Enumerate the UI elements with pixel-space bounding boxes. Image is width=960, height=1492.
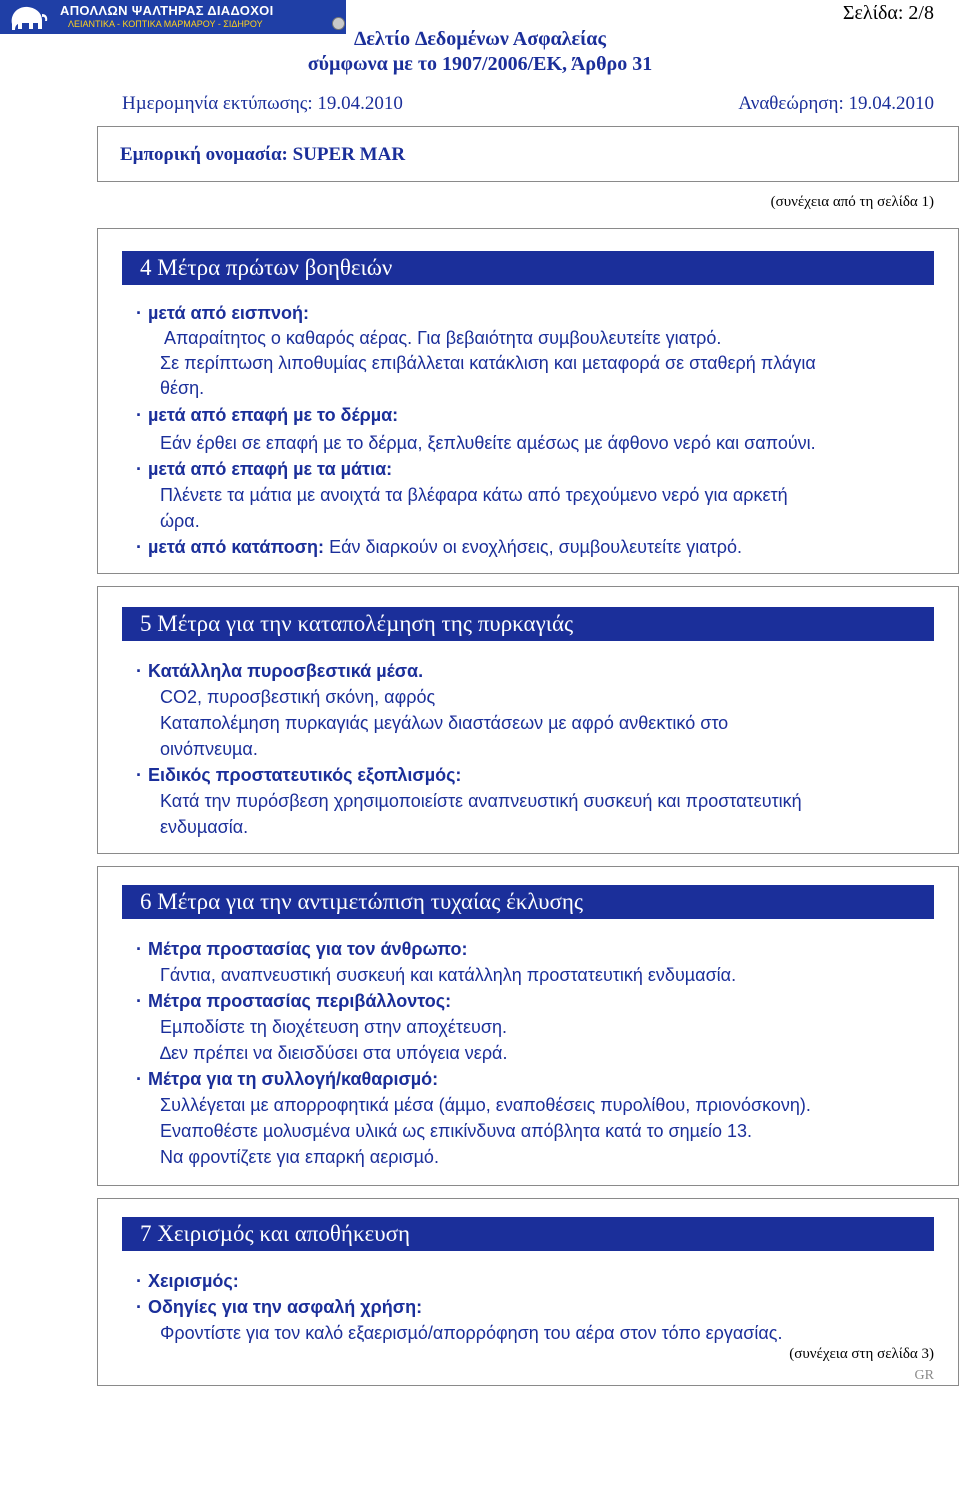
section-6 [97,866,959,1186]
bullet: · [136,939,142,959]
revision-date: Αναθεώρηση: 19.04.2010 [738,93,934,114]
equipment-row [136,765,461,786]
inhalation-row [136,303,309,324]
language-code: GR [914,1368,934,1383]
equipment-text-2: ενδυµασία. [160,817,249,837]
eyes-text-2: ώρα. [160,511,200,531]
section-6-title: 6 Μέτρα για την αντιµετώπιση τυχαίας έκλυσης [122,885,934,919]
company-tagline: ΛΕΙΑΝΤΙΚΑ - ΚΟΠΤΙΚΑ ΜΑΡΜΑΡΟΥ - ΣΙΔΗΡΟΥ [68,19,263,29]
section-5-title: 5 Μέτρα για την καταπολέµηση της πυρκαγιάς [122,607,934,641]
media-text-1: CO2, πυροσβεστική σκόνη, αφρός [160,687,436,707]
handling-label: Χειρισµός: [148,1271,239,1291]
ingestion-row [136,537,742,558]
bullet: · [136,459,142,479]
person-label: Μέτρα προστασίας για τον άνθρωπο: [148,939,468,959]
section-4 [97,228,959,574]
skin-row [136,405,398,426]
company-name: ΑΠΟΛΛΩΝ ΨΑΛΤΗΡΑΣ ΔΙΑΔΟΧΟΙ [60,3,274,18]
print-date: Ηµεροµηνία εκτύπωσης: 19.04.2010 [122,93,403,114]
environment-text-1: Εµποδίστε τη διοχέτευση στην αποχέτευση. [160,1017,507,1037]
section-4-title: 4 Μέτρα πρώτων βοηθειών [122,251,934,285]
person-text-1: Γάντια, αναπνευστική συσκευή και κατάλληλη προστατευτική ενδυµασία. [160,965,737,985]
page-number: Σελίδα: 2/8 [842,2,934,24]
cleanup-text-3: Να φροντίζετε για επαρκή αερισµό. [160,1147,439,1167]
document-title: ∆ελτίο ∆εδοµένων Ασφαλείας [354,28,606,50]
continued-from: (συνέχεια από τη σελίδα 1) [770,194,934,210]
bullet: · [136,303,142,323]
media-label: Κατάλληλα πυροσβεστικά µέσα. [148,661,424,681]
environment-text-2: ∆εν πρέπει να διεισδύσει στα υπόγεια νερά. [160,1043,508,1063]
environment-row [136,991,451,1012]
section-5 [97,586,959,854]
ingestion-label: µετά από κατάποση: [148,537,325,557]
equipment-text-1: Κατά την πυρόσβεση χρησιµοποιείστε αναπνευστική συσκευή και προστατευτική [160,791,802,811]
inhalation-text-2: Σε περίπτωση λιποθυµίας επιβάλλεται κατάκλιση και µεταφορά σε σταθερή πλάγια [160,353,816,373]
bullet: · [136,405,142,425]
section-7-title: 7 Χειρισµός και αποθήκευση [122,1217,934,1251]
eyes-label: µετά από επαφή µε τα µάτια: [148,459,393,479]
ingestion-text: Εάν διαρκούν οι ενοχλήσεις, συµβουλευτείτε γιατρό. [329,537,743,557]
equipment-label: Ειδικός προστατευτικός εξοπλισµός: [148,765,462,785]
bullet: · [136,765,142,785]
safe-use-label: Οδηγίες για την ασφαλή χρήση: [148,1297,423,1317]
skin-text-1: Εάν έρθει σε επαφή µε το δέρµα, ξεπλυθείτε αµέσως µε άφθονο νερό και σαπούνι. [160,433,816,453]
inhalation-text-1: Απαραίτητος ο καθαρός αέρας. Για βεβαιότητα συµβουλευτείτε γιατρό. [164,328,722,348]
cleanup-row [136,1069,438,1090]
safe-use-text-1: Φροντίστε για τον καλό εξαερισµό/απορρόφηση του αέρα στον τόπο εργασίας. [160,1323,783,1343]
bullet: · [136,661,142,681]
cleanup-text-2: Εναποθέστε µολυσµένα υλικά ως επικίνδυνα απόβλητα κατά το σηµείο 13. [160,1121,753,1141]
inhalation-label: µετά από εισπνοή: [148,303,309,323]
cleanup-label: Μέτρα για τη συλλογή/καθαρισµό: [148,1069,439,1089]
skin-label: µετά από επαφή µε το δέρµα: [148,405,399,425]
bullet: · [136,991,142,1011]
media-row [136,661,423,682]
bullet: · [136,1069,142,1089]
eyes-row [136,459,392,480]
handling-row [136,1271,239,1292]
trade-name: Εµπορική ονοµασία: SUPER MAR [120,144,406,165]
eyes-text-1: Πλένετε τα µάτια µε ανοιχτά τα βλέφαρα κάτω από τρεχούµενο νερό για αρκετή [160,485,788,505]
environment-label: Μέτρα προστασίας περιβάλλοντος: [148,991,452,1011]
inhalation-text-3: θέση. [160,378,205,398]
continued-to: (συνέχεια στη σελίδα 3) [789,1346,934,1362]
person-row [136,939,467,960]
bullet: · [136,1271,142,1291]
media-text-2: Καταπολέµηση πυρκαγιάς µεγάλων διαστάσεων µε αφρό ανθεκτικό στο [160,713,729,733]
cleanup-text-1: Συλλέγεται µε απορροφητικά µέσα (άµµο, εναποθέσεις πυρολίθου, πριονόσκονη). [160,1095,811,1115]
media-text-3: οινόπνευµα. [160,739,258,759]
bullet: · [136,537,142,557]
trade-name-box [97,126,959,182]
bullet: · [136,1297,142,1317]
document-subtitle: σύµφωνα µε το 1907/2006/ΕΚ, Άρθρο 31 [307,53,653,75]
safe-use-row [136,1297,422,1318]
